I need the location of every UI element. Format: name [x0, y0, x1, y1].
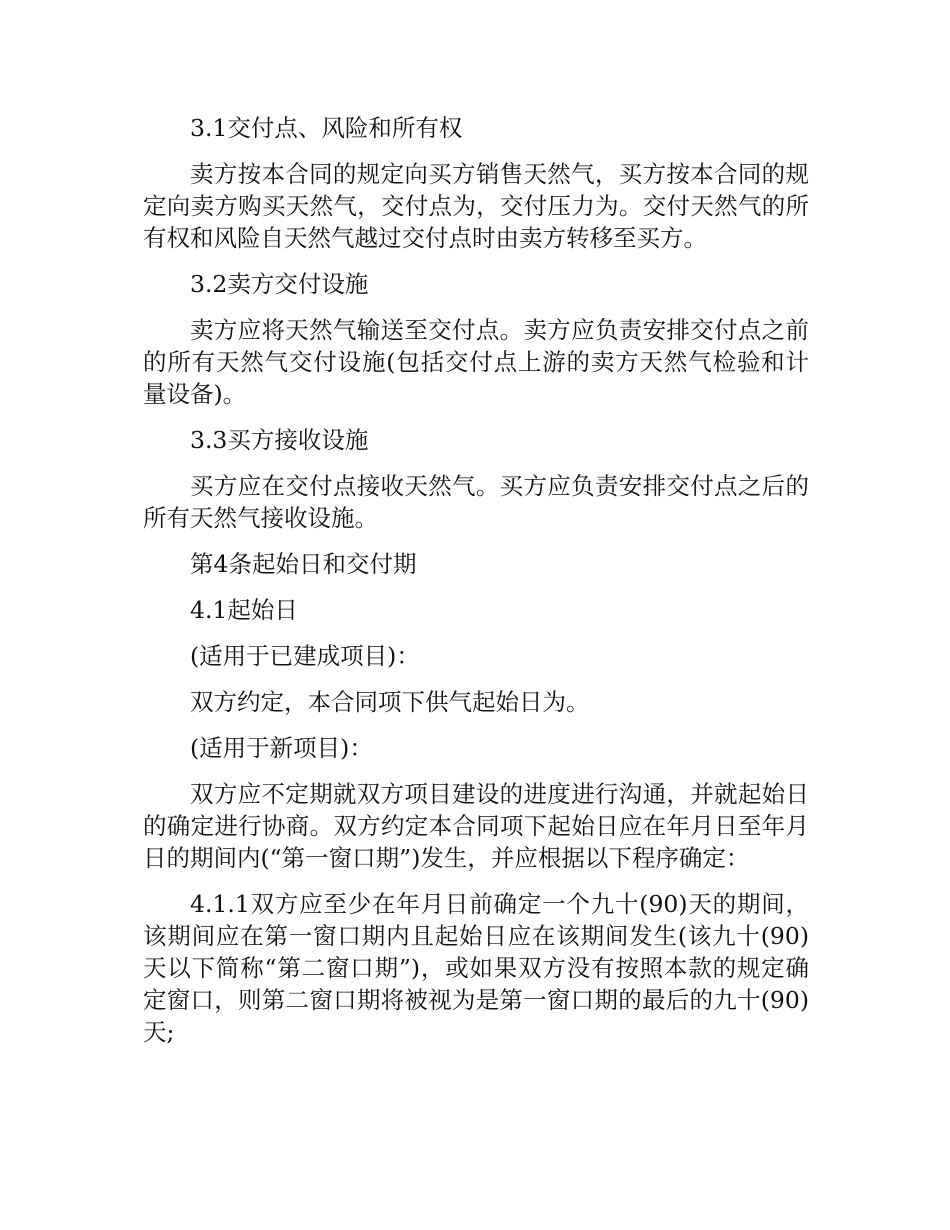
paragraph-first-window: 双方应不定期就双方项目建设的进度进行沟通，并就起始日的确定进行协商。双方约定本合同项下起始日应在年月日至年月日的期间内(“第一窗口期”)发生，并应根据以下程序确定： — [143, 780, 809, 872]
section-heading-3-2: 3.2卖方交付设施 — [190, 270, 369, 298]
section-heading-3-3: 3.3买方接收设施 — [190, 426, 369, 454]
article-heading-4: 第4条起始日和交付期 — [190, 550, 417, 578]
paragraph-existing-projects: (适用于已建成项目)： — [190, 642, 420, 670]
paragraph-seller-facilities: 卖方应将天然气输送至交付点。卖方应负责安排交付点之前的所有天然气交付设施(包括交付点上游的卖方天然气检验和计量设备)。 — [143, 316, 809, 408]
paragraph-buyer-facilities: 买方应在交付点接收天然气。买方应负责安排交付点之后的所有天然气接收设施。 — [143, 472, 809, 532]
paragraph-new-projects: (适用于新项目)： — [190, 734, 373, 762]
paragraph-delivery-point: 卖方按本合同的规定向买方销售天然气，买方按本合同的规定向卖方购买天然气，交付点为，交付压力为。交付天然气的所有权和风险自天然气越过交付点时由卖方转移至买方。 — [143, 160, 809, 252]
section-heading-3-1: 3.1交付点、风险和所有权 — [190, 114, 463, 142]
paragraph-start-date: 双方约定，本合同项下供气起始日为。 — [190, 688, 590, 716]
section-heading-4-1: 4.1起始日 — [190, 596, 298, 624]
document-body — [143, 112, 809, 1062]
paragraph-4-1-1: 4.1.1双方应至少在年月日前确定一个九十(90)天的期间，该期间应在第一窗口期内且起始日应在该期间发生(该九十(90)天以下简称“第二窗口期”)，或如果双方没有按照本款的规定确定窗口，则第二窗口期将被视为是第一窗口期的最后的九十(90)天; — [143, 890, 809, 1046]
